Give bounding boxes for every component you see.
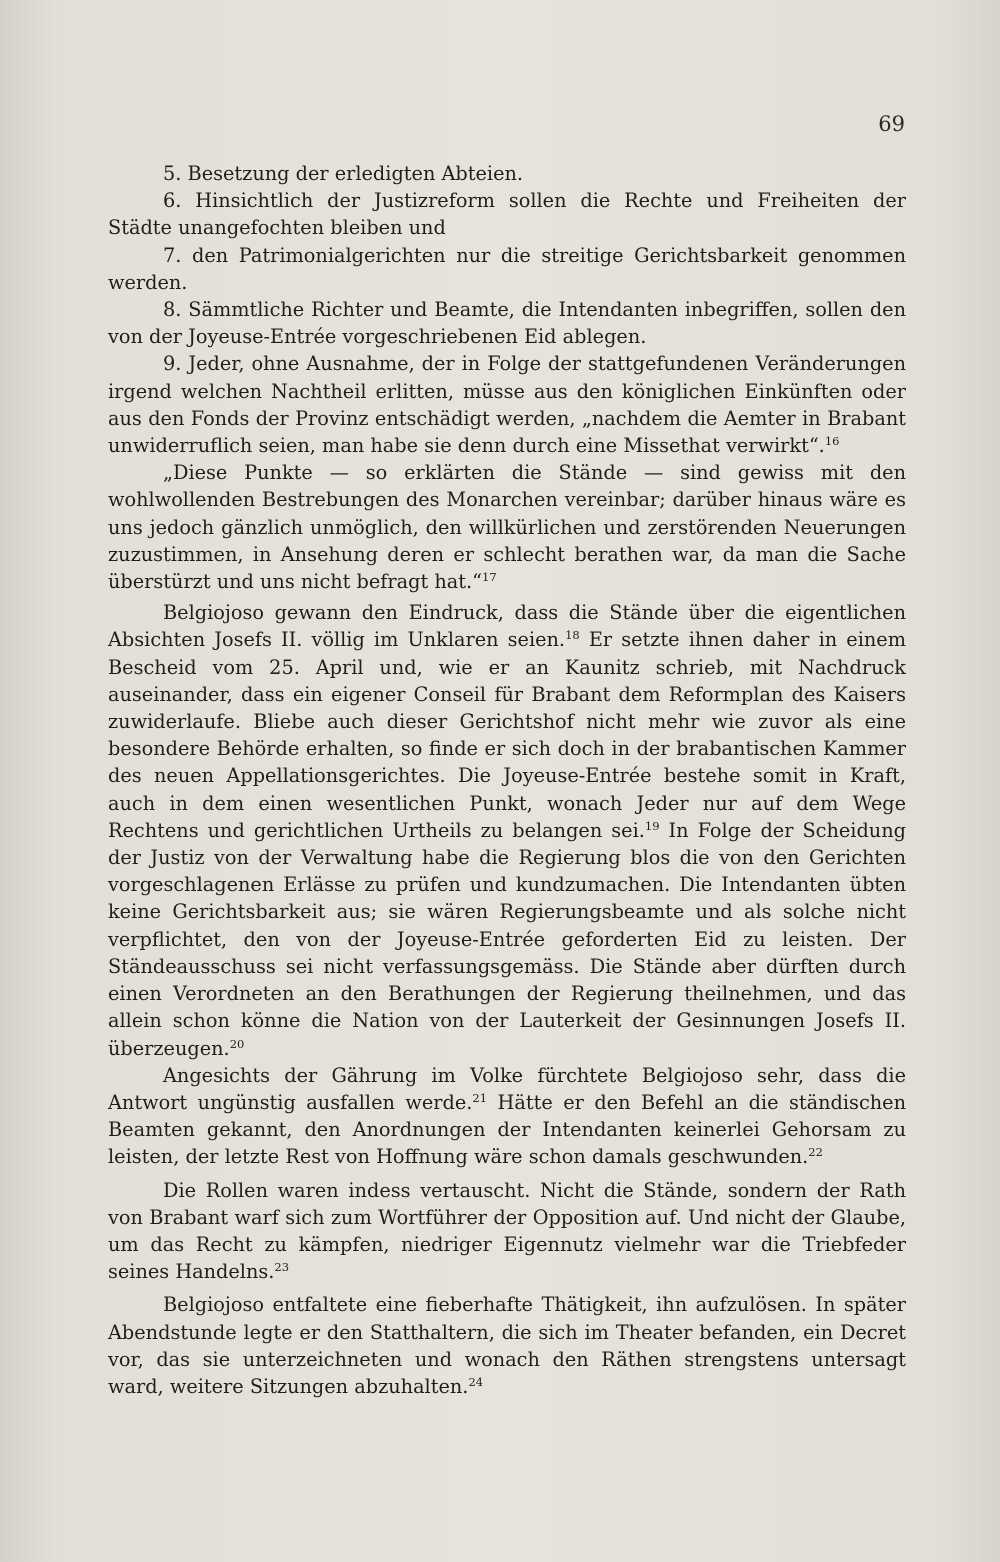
footnote-ref: 21 [472,1090,488,1105]
page-number: 69 [878,112,905,136]
paragraph-1-text: „Diese Punkte — so erklärten die Stände — sind gewiss mit den wohlwollenden Bestrebungen des Monarchen vereinbar; darüber hinaus wäre es uns jedoch gänzlich unmöglich, den willkürlichen und zerstörenden Neuerungen zuzustimmen, in Ansehung deren er schlecht berathen war, da man die Sache überstürzt und uns nicht befragt hat.“ [108,461,906,594]
paragraph-2-text-a: Belgiojoso gewann den Eindruck, dass die Stände über die eigentlichen Absichten Josefs II. völlig im Unklaren seien. [108,601,906,652]
paragraph-2 [108,599,906,1061]
footnote-ref: 19 [644,818,660,833]
footnote-ref: 22 [808,1145,823,1160]
body-text [108,160,906,1400]
footnote-ref: 20 [229,1036,245,1051]
list-item-9 [108,350,906,459]
list-item-7: 7. den Patrimonialgerichten nur die streitige Gerichtsbarkeit genommen werden. [108,243,906,294]
footnote-ref: 24 [468,1374,484,1389]
list-item-9-text: 9. Jeder, ohne Ausnahme, der in Folge der stattgefundenen Veränderungen irgend welchen Nachtheil erlitten, müsse aus den königlichen Einkünften oder aus den Fonds der Provinz entschädigt werden, „nachdem die Aemter in Brabant unwiderruflich seien, man habe sie denn durch eine Missethat verwirkt“. [108,352,906,458]
paragraph-3-text-b: Hätte er den Befehl an die ständischen Beamten gekannt, den Anordnungen der Intendanten keinerlei Gehorsam zu leisten, der letzte Rest von Hoffnung wäre schon damals geschwunden. [108,1090,906,1169]
paragraph-3 [108,1062,906,1171]
paragraph-3-text-a: Angesichts der Gährung im Volke fürchtete Belgiojoso sehr, dass die Antwort ungünstig ausfallen werde. [108,1063,906,1114]
list-item-8: 8. Sämmtliche Richter und Beamte, die Intendanten inbegriffen, sollen den von der Joyeuse-Entrée vorgeschriebenen Eid ablegen. [108,298,906,349]
footnote-ref: 23 [274,1260,290,1275]
paragraph-2-text-c: In Folge der Scheidung der Justiz von der Verwaltung habe die Regierung blos die von den Gerichten vorgeschlagenen Erlässe zu prüfen und kundzumachen. Die Intendanten übten keine Gerichtsbarkeit aus; sie wären Regierungsbeamte und als solche nicht verpflichtet, den von der Joyeuse-Entrée geforderten Eid zu leisten. Der Ständeausschuss sei nicht verfassungsgemäss. Die Stände aber dürften durch einen Verordneten an den Berathungen der Regierung theilnehmen, und das allein schon könne die Nation von der Lauterkeit der Gesinnungen Josefs II. überzeugen. [108,818,906,1060]
paragraph-5-text: Belgiojoso entfaltete eine fieberhafte Thätigkeit, ihn aufzulösen. In später Abendstunde legte er den Statthaltern, die sich im Theater befanden, ein Decret vor, das sie unterzeichneten und wonach den Räthen strengstens untersagt ward, weitere Sitzungen abzuhalten. [108,1293,906,1398]
footnote-ref: 16 [824,434,840,449]
list-item-6: 6. Hinsichtlich der Justizreform sollen die Rechte und Freiheiten der Städte unangefochten bleiben und [108,189,906,240]
paragraph-2-text-b: Er setzte ihnen daher in einem Bescheid vom 25. April und, wie er an Kaunitz schrieb, mit Nachdruck auseinander, dass ein eigener Conseil für Brabant dem Reformplan des Kaisers zuwiderlaufe. Bliebe auch dieser Gerichtshof nicht mehr wie zuvor als eine besondere Behörde erhalten, so finde er sich doch in der brabantischen Kammer des neuen Appellationsgerichtes. Die Joyeuse-Entrée bestehe somit in Kraft, auch in dem einen wesentlichen Punkt, wonach Jeder nur auf dem Wege Rechtens und gerichtlichen Urtheils zu belangen sei. [108,628,906,842]
footnote-ref: 17 [482,570,497,585]
paragraph-4 [108,1177,906,1286]
paragraph-5 [108,1291,906,1400]
paragraph-4-text: Die Rollen waren indess vertauscht. Nicht die Stände, sondern der Rath von Brabant warf sich zum Wortführer der Opposition auf. Und nicht der Glaube, um das Recht zu kämpfen, niedriger Eigennutz vielmehr war die Triebfeder seines Handelns. [108,1178,906,1284]
paragraph-1 [108,459,906,595]
footnote-ref: 18 [565,628,580,643]
list-item-5: 5. Besetzung der erledigten Abteien. [163,162,524,185]
